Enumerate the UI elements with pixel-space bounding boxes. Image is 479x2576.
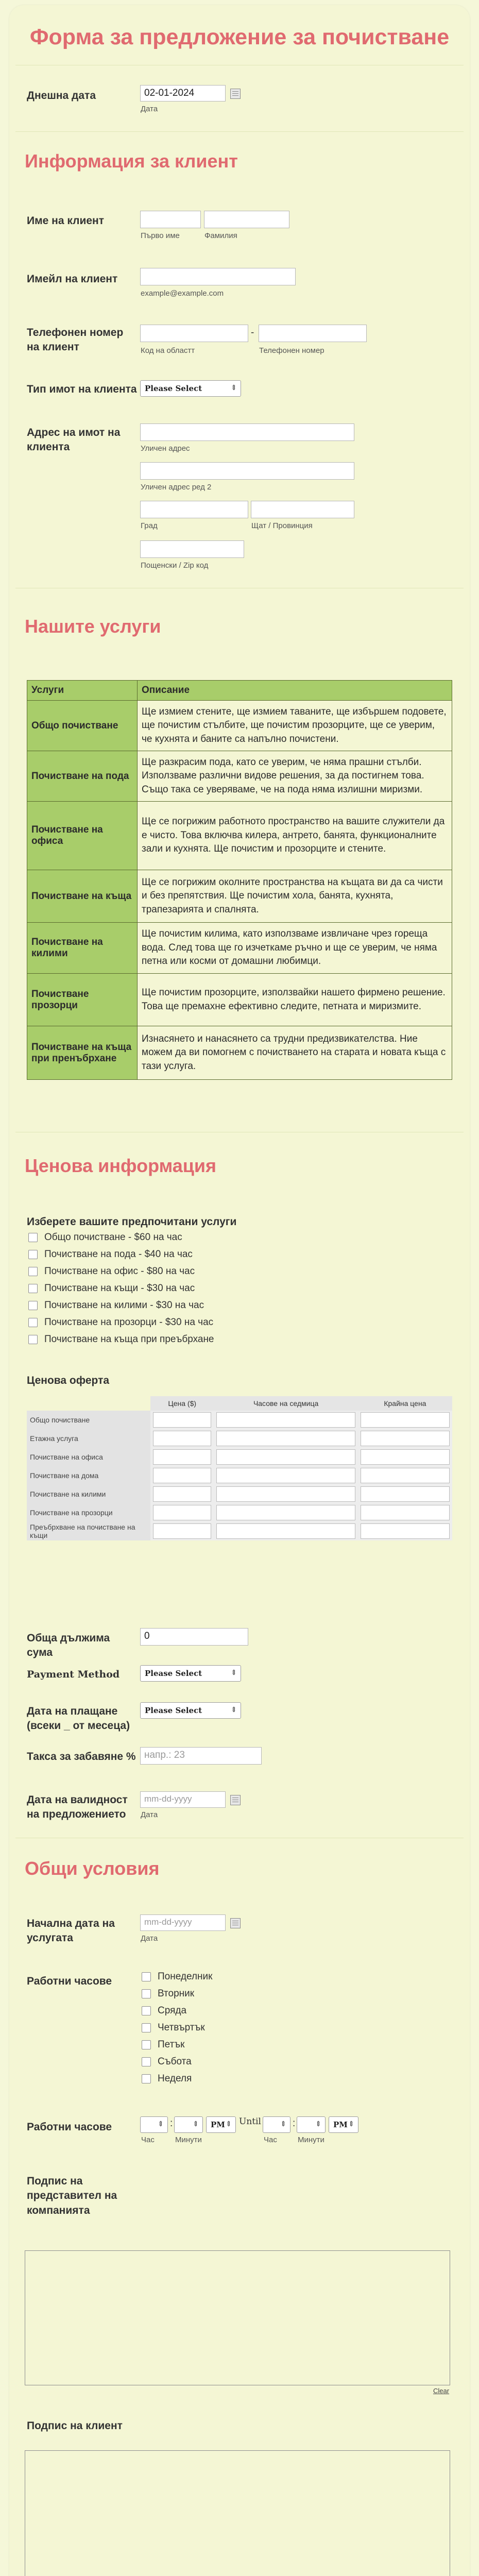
zip-input[interactable] [140,540,244,558]
until-label: Until [239,2116,261,2127]
validity-date-label: Дата на валидност на предложението [27,1794,128,1821]
day-checkbox[interactable] [142,2006,151,2015]
table-row [27,974,452,1026]
validity-date-sub: Дата [141,1810,158,1819]
day-label: Четвъртък [158,2022,205,2033]
work-hours-label: Работни часове [27,2121,112,2133]
client-signature-label: Подпис на клиент [27,2420,123,2432]
service-description: Ще се погрижим околните пространства на къщата ви да са чисти и без препятствия. Ще почистим хола, банята, кухнята, трапезарията и спалнята. [138,870,452,923]
matrix-row-label: Общо почистване [27,1411,150,1429]
service-description: Ще измием стените, ще измием таваните, ще избършем подовете, ще почистим стълбите, ще почистим прозорците, ще се уверим, че кухнята и баните са напълно почистени. [138,701,452,751]
matrix-cell-input[interactable] [216,1505,355,1520]
matrix-row-label: Почистване на офиса [27,1448,150,1466]
service-description: Ще почистим прозорците, използвайки нашето фирмено решение. Това ще премахне ефективно следите, петната и миризмите. [138,974,452,1026]
chevron-down-icon: ⇕ [231,1669,237,1677]
total-label: Обща дължима сума [27,1632,110,1659]
service-name: Общо почистване [27,701,138,751]
chevron-down-icon: ⇕ [280,2120,286,2128]
minute-sub: Минути [175,2136,202,2144]
service-option-label: Почистване на пода - $40 на час [44,1249,193,1260]
service-description: Ще се погрижим работното пространство на вашите служители да е чисто. Това включва килера, антрето, банята, функционалните зали и кухнята. Ще почистим и прозорците и стените. [138,802,452,870]
first-name-input[interactable] [140,211,201,228]
chevron-down-icon: ⇕ [226,2120,232,2128]
clear-company-signature[interactable]: Clear [433,2387,450,2395]
section-title-client: Информация за клиент [25,150,238,172]
company-signature-pad[interactable] [25,2250,450,2385]
service-checkbox[interactable] [28,1318,38,1327]
service-checkbox[interactable] [28,1284,38,1293]
calendar-icon[interactable] [230,1918,241,1928]
matrix-cell-input[interactable] [361,1523,450,1539]
service-option-label: Почистване на къщи - $30 на час [44,1283,195,1294]
table-row [27,802,452,870]
phone-input[interactable] [259,325,367,342]
service-checkbox[interactable] [28,1301,38,1310]
service-name: Почистване на пода [27,751,138,802]
start-minute-select[interactable] [174,2116,203,2133]
matrix-column-header: Крайна цена [358,1396,452,1411]
service-checkbox[interactable] [28,1233,38,1242]
phone-dash: - [251,327,254,338]
services-table [27,680,452,1080]
form-title: Форма за предложение за почистване [29,25,450,49]
matrix-row-label: Преъбрхване на почистване на къщи [27,1522,150,1540]
start-hour-select[interactable] [140,2116,168,2133]
address-label: Адрес на имот на клиента [27,427,121,453]
last-name-sub: Фамилия [204,231,237,240]
column-header: Описание [138,681,452,701]
service-checkbox[interactable] [28,1335,38,1344]
payment-method-select[interactable] [140,1665,241,1682]
property-type-label: Тип имот на клиента [27,383,137,395]
start-date-label: Начална дата на услугата [27,1918,115,1944]
property-type-select[interactable] [140,380,241,397]
matrix-row-label: Почистване на дома [27,1466,150,1485]
matrix-row [27,1448,452,1466]
validity-date-input[interactable]: mm-dd-yyyy [140,1791,226,1808]
matrix-row [27,1466,452,1485]
service-checkbox[interactable] [28,1250,38,1259]
first-name-sub: Първо име [141,231,180,240]
service-description: Изнасянето и нанасянето са трудни предизвикателства. Ние можем да ви помогнем с почистването на старата и новата къща с тази услуга. [138,1026,452,1080]
street1-input[interactable] [140,423,354,441]
property-type-value: Please Select [145,384,202,393]
matrix-corner [27,1396,150,1411]
area-code-input[interactable] [140,325,248,342]
phone-sub: Телефонен номер [259,346,324,355]
price-offer-label: Ценова оферта [27,1375,110,1386]
time-colon: : [293,2118,296,2129]
payment-date-value: Please Select [145,1706,202,1715]
service-name: Почистване на килими [27,923,138,974]
service-option-label: Почистване на офис - $80 на час [44,1266,195,1277]
day-checkbox[interactable] [142,2057,151,2066]
hour-sub: Час [141,2136,155,2144]
matrix-row [27,1522,452,1540]
chevron-down-icon: ⇕ [158,2120,164,2128]
matrix-row-label: Почистване на килими [27,1485,150,1503]
chevron-down-icon: ⇕ [231,1706,237,1714]
service-description: Ще разкрасим пода, като се уверим, че няма прашни стълби. Използваме различни видове решения, за да постигнем това. Също така се уверяваме, че на пода няма излишни миризми. [138,751,452,802]
email-sub: example@example.com [141,289,224,298]
matrix-cell-input[interactable] [153,1449,211,1465]
matrix-cell-input[interactable] [216,1523,355,1539]
hour-sub: Час [264,2136,277,2144]
service-option-label: Общо почистване - $60 на час [44,1232,182,1243]
service-option-label: Почистване на килими - $30 на час [44,1300,204,1311]
date-label: Днешна дата [27,90,96,101]
table-row [27,870,452,923]
matrix-row-label: Почистване на прозорци [27,1503,150,1522]
payment-method-value: Please Select [145,1669,202,1678]
street1-sub: Уличен адрес [141,444,190,453]
day-checkbox[interactable] [142,2023,151,2032]
calendar-icon[interactable] [230,89,241,99]
day-label: Понеделник [158,1971,213,1982]
street2-input[interactable] [140,462,354,480]
matrix-cell-input[interactable] [216,1486,355,1502]
day-label: Неделя [158,2073,192,2084]
day-checkbox[interactable] [142,1972,151,1981]
matrix-column-header: Цена ($) [150,1396,214,1411]
matrix-cell-input[interactable] [153,1505,211,1520]
client-signature-pad[interactable] [25,2450,450,2576]
payment-method-label: Payment Method [27,1669,120,1680]
area-code-sub: Код на областт [141,346,195,355]
table-row [27,751,452,802]
section-title-terms: Общи условия [25,1858,160,1879]
matrix-row [27,1503,452,1522]
payment-date-label: Дата на плащане (всеки _ от месеца) [27,1705,130,1732]
start-date-sub: Дата [141,1934,158,1943]
service-option-label: Почистване на къща при преъбрхане [44,1334,214,1345]
day-checkbox[interactable] [142,2040,151,2049]
matrix-cell-input[interactable] [153,1412,211,1428]
matrix-cell-input[interactable] [216,1449,355,1465]
total-input[interactable]: 0 [140,1628,248,1646]
chevron-down-icon: ⇕ [315,2120,321,2128]
email-input[interactable] [140,268,296,285]
matrix-cell-input[interactable] [361,1431,450,1446]
payment-date-select[interactable] [140,1702,241,1719]
section-title-services: Нашите услуги [25,616,161,637]
day-checkbox[interactable] [142,1989,151,1998]
start-ampm-value: PM [211,2120,225,2129]
service-option-label: Почистване на прозорци - $30 на час [44,1317,214,1328]
table-row [27,1026,452,1080]
date-input[interactable]: 02-01-2024 [140,85,226,101]
service-name: Почистване на къща при пренъбрхане [27,1026,138,1080]
end-ampm-value: PM [333,2120,348,2129]
service-name: Почистване на къща [27,870,138,923]
choose-services-label: Изберете вашите предпочитани услуги [27,1216,237,1228]
start-date-input[interactable]: mm-dd-yyyy [140,1914,226,1931]
matrix-row [27,1429,452,1448]
service-description: Ще почистим килима, като използваме извличане чрез гореща вода. След това ще го изчеткаме ръчно и ще се уверим, че няма петна или косми от домашни любимци. [138,923,452,974]
chevron-down-icon: ⇕ [193,2120,199,2128]
matrix-cell-input[interactable] [153,1486,211,1502]
divider [15,131,464,132]
client-email-label: Имейл на клиент [27,273,118,285]
city-sub: Град [141,521,158,530]
service-checkbox[interactable] [28,1267,38,1276]
state-sub: Щат / Провинция [251,521,313,530]
calendar-icon[interactable] [230,1795,241,1805]
last-name-input[interactable] [204,211,289,228]
work-days-label: Работни часове [27,1975,112,1987]
service-name: Почистване на офиса [27,802,138,870]
end-hour-select[interactable] [263,2116,290,2133]
section-title-price: Ценова информация [25,1155,217,1176]
service-name: Почистване прозорци [27,974,138,1026]
matrix-column-header: Часове на седмица [214,1396,357,1411]
matrix-cell-input[interactable] [216,1412,355,1428]
zip-sub: Пощенски / Zip код [141,561,209,570]
price-matrix [27,1396,452,1540]
client-name-label: Име на клиент [27,215,105,227]
matrix-row [27,1485,452,1503]
day-label: Събота [158,2056,192,2067]
minute-sub: Минути [298,2136,324,2144]
day-label: Вторник [158,1988,195,1999]
state-input[interactable] [251,501,354,518]
city-input[interactable] [140,501,248,518]
end-ampm-select[interactable] [329,2116,358,2133]
end-minute-select[interactable] [297,2116,326,2133]
date-sub: Дата [141,105,158,113]
matrix-row [27,1411,452,1429]
late-fee-label: Такса за забавяне % [27,1751,136,1762]
matrix-cell-input[interactable] [216,1431,355,1446]
day-label: Сряда [158,2005,187,2016]
late-fee-input[interactable]: напр.: 23 [140,1747,262,1765]
street2-sub: Уличен адрес ред 2 [141,483,212,492]
table-row [27,701,452,751]
matrix-cell-input[interactable] [361,1468,450,1483]
matrix-cell-input[interactable] [153,1468,211,1483]
matrix-row-label: Етажна услуга [27,1429,150,1448]
matrix-cell-input[interactable] [361,1505,450,1520]
chevron-down-icon: ⇕ [348,2120,354,2128]
column-header: Услуги [27,681,138,701]
start-ampm-select[interactable] [206,2116,236,2133]
matrix-cell-input[interactable] [361,1412,450,1428]
table-row [27,923,452,974]
matrix-cell-input[interactable] [361,1449,450,1465]
chevron-down-icon: ⇕ [231,384,237,392]
client-phone-label: Телефонен номер на клиент [27,327,124,353]
matrix-cell-input[interactable] [153,1431,211,1446]
matrix-cell-input[interactable] [153,1523,211,1539]
day-checkbox[interactable] [142,2074,151,2083]
table-header-row [27,681,452,701]
matrix-cell-input[interactable] [216,1468,355,1483]
company-signature-label: Подпис на представител на компанията [27,2175,117,2216]
day-label: Петък [158,2039,185,2050]
matrix-header-row [27,1396,452,1411]
time-colon: : [170,2118,173,2129]
matrix-cell-input[interactable] [361,1486,450,1502]
